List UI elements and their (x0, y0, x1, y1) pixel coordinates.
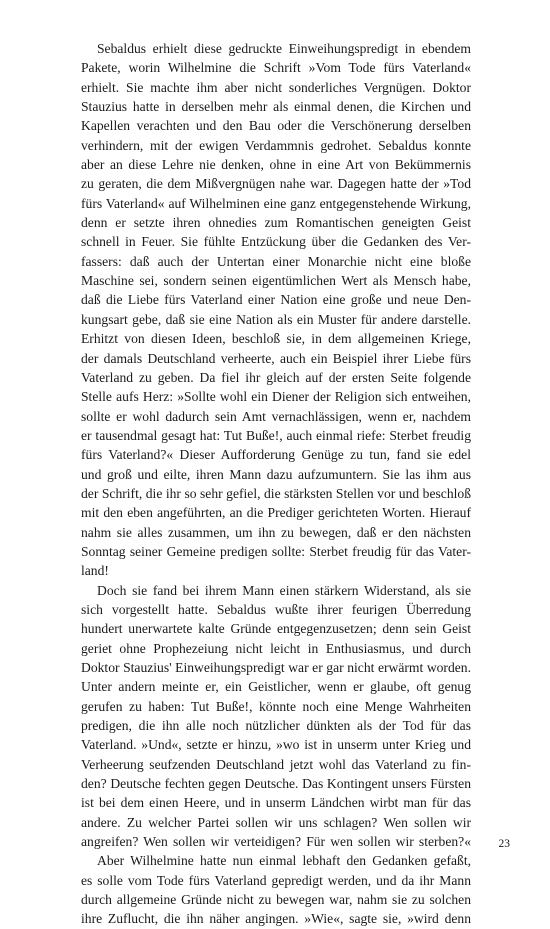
text-line: Kapellen verachten und den Bau oder die Verschönerung derselben (81, 118, 471, 134)
text-line: fürs Vaterland?« Dieser Aufforderung Genüge zu tun, fand sie edel (81, 447, 471, 463)
text-line: er tausendmal gesagt hat: Tut Buße!, auch einmal riefe: Sterbet freudig (81, 427, 471, 443)
text-line: durch allgemeine Gründe nicht zu bewegen war, nahm sie zu solchen (81, 892, 471, 908)
text-line: ist bei dem einen Heere, und in unserm Ländchen wirbt man für das (81, 795, 471, 811)
text-line: Unter andern meinte er, ein Geistlicher, wenn er glaube, oft genug (81, 679, 471, 695)
text-line: nahm sie alles zusammen, um ihn zu bewegen, daß er den nächsten (81, 524, 471, 540)
text-line: Vaterland zu geben. Da fiel ihr gleich auf der ersten Seite folgende (81, 369, 471, 385)
text-line: fassers: daß auch der Untertan einer Monarchie nicht eine bloße (81, 253, 471, 269)
text-line: Stauzius hatte in derselben mehr als einmal denen, die Kirchen und (81, 99, 471, 115)
text-line: kungsart gebe, daß sie eine Nation als ein Muster für andere darstelle. (81, 311, 471, 327)
text-line: Verheerung seufzenden Deutschland jetzt wohl das Vaterland zu fin- (81, 756, 471, 772)
text-line: angreifen? Wen sollen wir verteidigen? Für wen sollen wir sterben?« (81, 834, 471, 850)
text-line: Stelle aufs Herz: »Sollte wohl ein Diener der Religion sich entweihen, (81, 389, 471, 405)
text-line: den? Deutsche fechten gegen Deutsche. Das Kontingent unsers Fürsten (81, 776, 471, 792)
text-line: Maschine sei, sondern seinen eigentümlichen Wert als Mensch habe, (81, 273, 471, 289)
text-line: ihre Zuflucht, die ihn näher angingen. »Wie«, sagte sie, »wird denn (81, 911, 471, 927)
text-line: es solle vom Tode fürs Vaterland gepredigt werden, und da ihr Mann (81, 872, 471, 888)
text-line: Erhitzt von diesen Ideen, beschloß sie, in dem allgemeinen Kriege, (81, 331, 471, 347)
text-line: zu geraten, die dem Mißvergnügen nahe war. Dagegen hatte der »Tod (81, 176, 471, 192)
text-line: hundert unerwartete kalte Gründe entgegenzusetzen; denn sein Geist (81, 621, 471, 637)
text-line: Doktor Stauzius' Einweihungspredigt war er gar nicht erwärmt worden. (81, 660, 471, 675)
text-line: Aber Wilhelmine hatte nun einmal lebhaft den Gedanken gefaßt, (97, 853, 471, 869)
text-line: gerufen zu haben: Tut Buße!, könnte noch eine Menge Wahrheiten (81, 698, 471, 714)
text-line: Vaterland. »Und«, setzte er hinzu, »wo ist in unserm unter Krieg und (81, 737, 471, 753)
text-line: geriet ohne Prophezeiung nicht leicht in Enthusiasmus, und durch (81, 640, 471, 656)
text-line: sich vorgestellt hatte. Sebaldus wußte ihrer feurigen Überredung (81, 601, 471, 617)
text-line: und groß und eilte, ihren Mann dazu aufzumuntern. Sie las ihm aus (81, 466, 471, 482)
text-line: erhielt. Sie machte ihm aber nicht sonderliches Vergnügen. Doktor (81, 79, 471, 95)
text-line: Pakete, worin Wilhelmine die Schrift »Vom Tode fürs Vaterland« (81, 60, 471, 76)
text-line: predigen, die ihn alle noch nützlicher dünkten als der Tod für das (81, 718, 471, 734)
text-line: denn er setzte ihren ohnedies zum Romantischen geneigten Geist (81, 215, 471, 231)
text-line: daß die Liebe fürs Vaterland einer Nation eine große und neue Den- (81, 292, 471, 308)
text-line: land! (81, 563, 109, 579)
text-line: Doch sie fand bei ihrem Mann einen stärkern Widerstand, als sie (97, 582, 471, 598)
text-line: mit den eben angeführten, an die Prediger gerichteten Worten. Hierauf (81, 505, 471, 521)
page-number: 23 (498, 838, 510, 850)
text-line: andere. Zu welcher Partei sollen wir uns schlagen? Wen sollen wir (81, 814, 471, 830)
text-line: der damals Deutschland verheerte, auch ein Beispiel ihrer Liebe fürs (81, 350, 471, 366)
text-line: fürs Vaterland« auf Wilhelminen eine ganz entgegenstehende Wirkung, (81, 195, 471, 211)
body-text (81, 39, 471, 929)
text-line: Sebaldus erhielt diese gedruckte Einweihungspredigt in ebendem (97, 41, 471, 56)
text-line: aber an diese Lehre nie denken, ohne in eine Art von Bekümmernis (81, 157, 471, 173)
text-line: sollte er wohl dadurch sein Amt vernachlässigen, wenn er, nachdem (81, 408, 471, 424)
text-line: Sonntag seiner Gemeine predigen sollte: Sterbet freudig für das Vater- (81, 543, 471, 559)
text-line: schnell in Feuer. Sie fühlte Entzückung über die Gedanken des Ver- (81, 234, 471, 250)
text-line: verhindern, mit der ewigen Verdammnis gedrohet. Sebaldus konnte (81, 137, 471, 153)
text-line: der Schrift, die ihr so sehr gefiel, die stärksten Stellen vor und beschloß (81, 485, 471, 501)
